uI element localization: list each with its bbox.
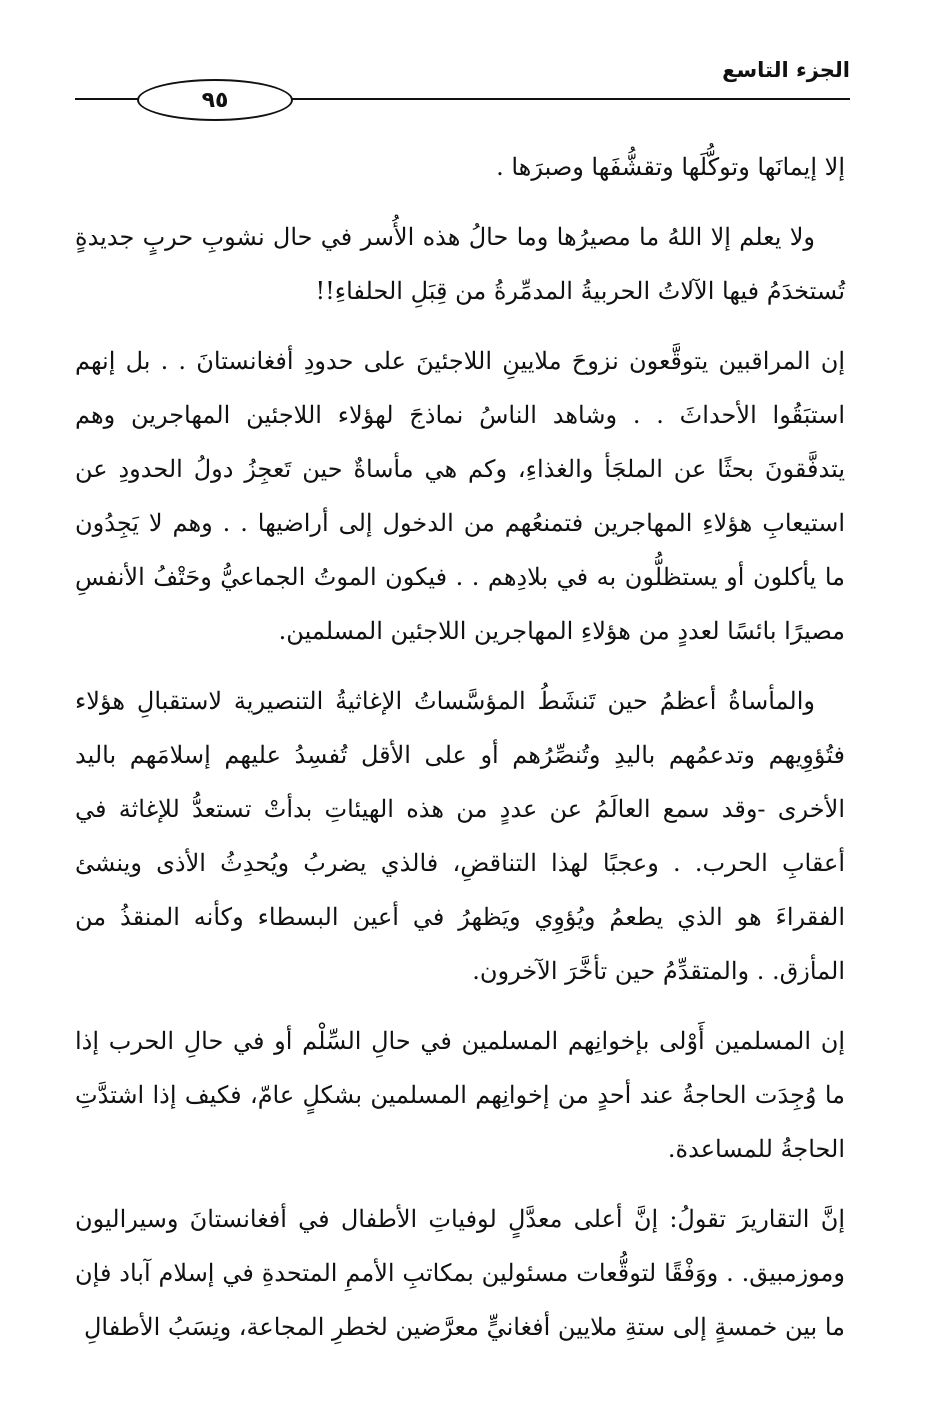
page-number: ٩٥	[137, 79, 293, 121]
paragraph-3: إن المراقبين يتوقَّعون نزوحَ ملايينِ اللاجئينَ على حدودِ أفغانستانَ . . بل إنهم استبَقُوا الأحداثَ . . وشاهد الناسُ نماذجَ لهؤلاء اللاجئين المهاجرين وهم يتدفَّقونَ بحثًا عن الملجَأ والغذاءِ، وكم هي مأساةٌ حين تَعجِزُ دولُ الحدودِ عن استيعابِ هؤلاءِ المهاجرين فتمنعُهم من الدخول إلى أراضيها . . وهم لا يَجِدُون ما يأكلون أو يستظلُّون به في بلادِهم . . فيكون الموتُ الجماعيُّ وحَتْفُ الأنفسِ مصيرًا بائسًا لعددٍ من هؤلاءِ المهاجرين اللاجئين المسلمين.	[75, 347, 845, 645]
body-text	[75, 140, 845, 1370]
paragraph-4: والمأساةُ أعظمُ حين تَنشَطُ المؤسَّساتُ الإغاثيةُ التنصيرية لاستقبالِ هؤلاء فتُؤوِيهم وتدعمُهم باليدِ وتُنصِّرُهم أو على الأقل تُفسِدُ عليهم إسلامَهم باليد الأخرى -وقد سمع العالَمُ عن عددٍ من هذه الهيئاتِ بدأتْ تستعدُّ للإغاثة في أعقابِ الحرب. . وعجبًا لهذا التناقضِ، فالذي يضربُ ويُحدِثُ الأذى وينشئ الفقراءَ هو الذي يطعمُ ويُؤوِي ويَظهرُ في أعين البسطاء وكأنه المنقذُ من المأزق. . والمتقدِّمُ حين تأخَّرَ الآخرون.	[75, 687, 845, 985]
paragraph-5: إن المسلمين أَوْلى بإخوانِهم المسلمين في حالِ السِّلْم أو في حالِ الحرب إذا ما وُجِدَت الحاجةُ عند أحدٍ من إخوانِهم المسلمين بشكلٍ عامّ، فكيف إذا اشتدَّتِ الحاجةُ للمساعدة.	[75, 1027, 845, 1163]
running-title: الجزء التاسع	[722, 58, 850, 82]
paragraph-2: ولا يعلم إلا اللهُ ما مصيرُها وما حالُ هذه الأُسر في حال نشوبِ حربٍ جديدةٍ تُستخدَمُ فيها الآلاتُ الحربيةُ المدمِّرةُ من قِبَلِ الحلفاءِ!!	[75, 223, 845, 305]
page-header	[75, 58, 850, 128]
paragraph-1: إلا إيمانَها وتوكُّلَها وتقشُّفَها وصبرَها .	[496, 153, 845, 181]
paragraph-6: إنَّ التقاريرَ تقولُ: إنَّ أعلى معدَّلٍ لوفياتِ الأطفال في أفغانستانَ وسيراليون وموزمبيق. . ووَفْقًا لتوقُّعات مسئولين بمكاتبِ الأممِ المتحدةِ في إسلام آباد فإن ما بين خمسةٍ إلى ستةِ ملايين أفغانيٍّ معرَّضين لخطرِ المجاعة، ونِسَبُ الأطفالِ	[75, 1205, 845, 1341]
